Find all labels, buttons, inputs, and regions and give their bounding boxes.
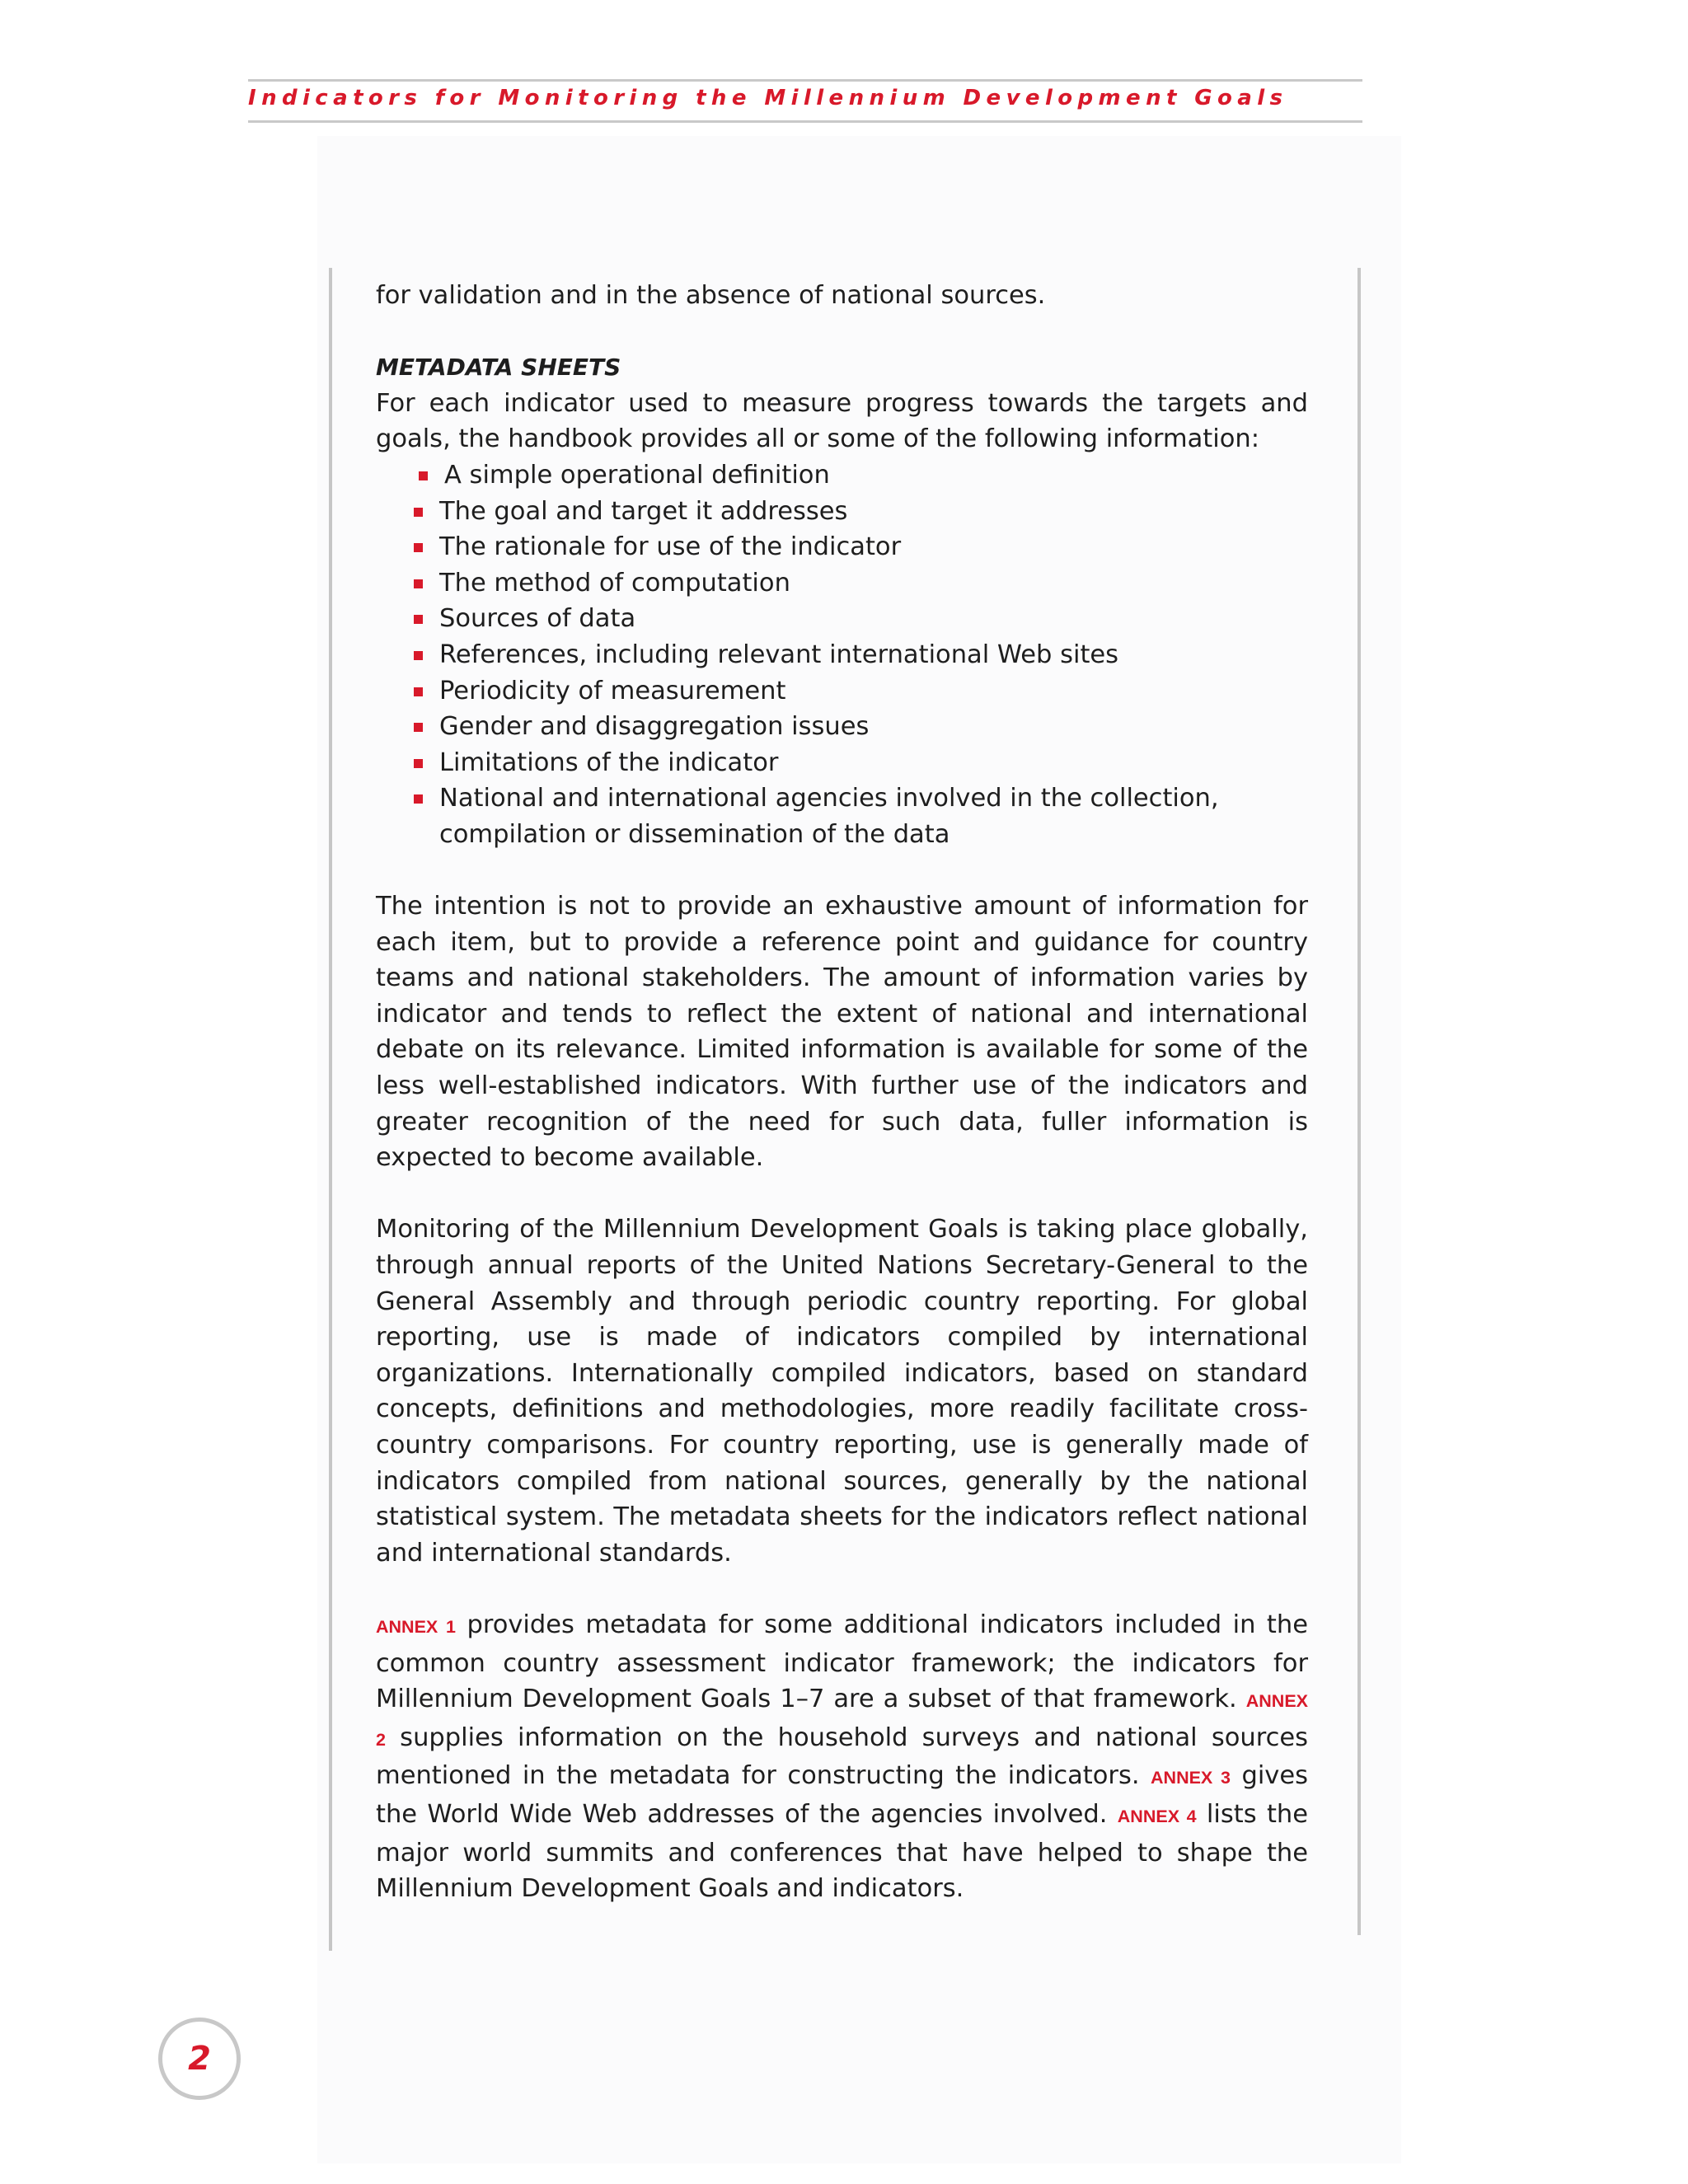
bullet-square-icon — [414, 759, 423, 768]
list-item: Limitations of the indicator — [439, 745, 1308, 781]
list-item: The method of computation — [439, 565, 1308, 602]
page-number: 2 — [188, 2040, 211, 2078]
monitoring-paragraph: Monitoring of the Millennium Development Goals is taking place globally, through annual reports of the United Nations Secretary-General to the General Assembly and through periodic country reporting. For global reporting, use is made of indicators compiled by international organizations. Internationally compiled indicators, based on standard concepts, definitions and methodologies, more readily facilitate cross-country comparisons. For country reporting, use is generally made of indicators compiled from national sources, generally by the national statistical system. The metadata sheets for the indicators reflect national and international standards. — [376, 1215, 1308, 1568]
header-rule-top — [248, 79, 1362, 82]
annex-3-reference[interactable]: ANNEX 3 — [1151, 1768, 1231, 1788]
annex-2-text: supplies information on the household surveys and national sources mentioned in the metadata for constructing the indicators. — [376, 1722, 1308, 1791]
bullet-square-icon — [414, 723, 423, 732]
list-item: The rationale for use of the indicator — [439, 529, 1308, 565]
list-item: The goal and target it addresses — [439, 494, 1308, 530]
list-item: Sources of data — [439, 601, 1308, 637]
annex-1-reference[interactable]: ANNEX 1 — [376, 1616, 456, 1637]
intention-paragraph: The intention is not to provide an exhaustive amount of information for each item, but to provide a reference point and guidance for country teams and national stakeholders. The amount of information varies by indicator and tends to reflect the extent of national and international debate on its relevance. Limited information is available for some of the less well-established indicators. With further use of the indicators and greater recognition of the need for such data, fuller information is expected to become available. — [376, 892, 1308, 1173]
annex-2-reference[interactable]: ANNEX 2 — [376, 1691, 1308, 1750]
bullet-square-icon — [414, 651, 423, 660]
bullet-square-icon — [414, 579, 423, 588]
bullet-square-icon — [414, 794, 423, 804]
bullet-square-icon — [414, 615, 423, 624]
page-number-badge — [158, 2018, 241, 2100]
body-text — [376, 278, 1308, 1907]
bullet-square-icon — [414, 543, 423, 552]
annex-4-reference[interactable]: ANNEX 4 — [1117, 1806, 1197, 1826]
header-rule-bottom — [248, 120, 1362, 123]
list-item: Gender and disaggregation issues — [439, 709, 1308, 745]
list-item: National and international agencies involved in the collection, compilation or dissemination of the data — [439, 780, 1308, 852]
left-margin-rule — [329, 268, 332, 1951]
running-header-title: Indicators for Monitoring the Millennium Development Goals — [248, 86, 1288, 110]
annex-4-text: lists the major world summits and conferences that have helped to shape the Millennium Development Goals and indicators. — [376, 1799, 1308, 1904]
metadata-bullet-list — [376, 457, 1308, 853]
right-margin-rule — [1357, 268, 1361, 1935]
metadata-sheets-heading: METADATA SHEETS — [376, 354, 621, 382]
list-item: Periodicity of measurement — [439, 673, 1308, 710]
intro-line: for validation and in the absence of national sources. — [376, 281, 1046, 310]
list-item: A simple operational definition — [439, 457, 1308, 494]
annex-1-text: provides metadata for some additional indicators included in the common country assessment indicator framework; the indicators for Millennium Development Goals 1–7 are a subset of that framework. — [376, 1610, 1308, 1714]
annex-3-text: gives the World Wide Web addresses of the agencies involved. — [376, 1761, 1308, 1829]
metadata-intro-paragraph: For each indicator used to measure progress towards the targets and goals, the handbook provides all or some of the following information: — [376, 388, 1308, 454]
bullet-square-icon — [419, 471, 428, 480]
list-item: References, including relevant international Web sites — [439, 637, 1308, 673]
bullet-square-icon — [414, 687, 423, 696]
bullet-square-icon — [414, 508, 423, 517]
annex-paragraph — [376, 1607, 1308, 1907]
